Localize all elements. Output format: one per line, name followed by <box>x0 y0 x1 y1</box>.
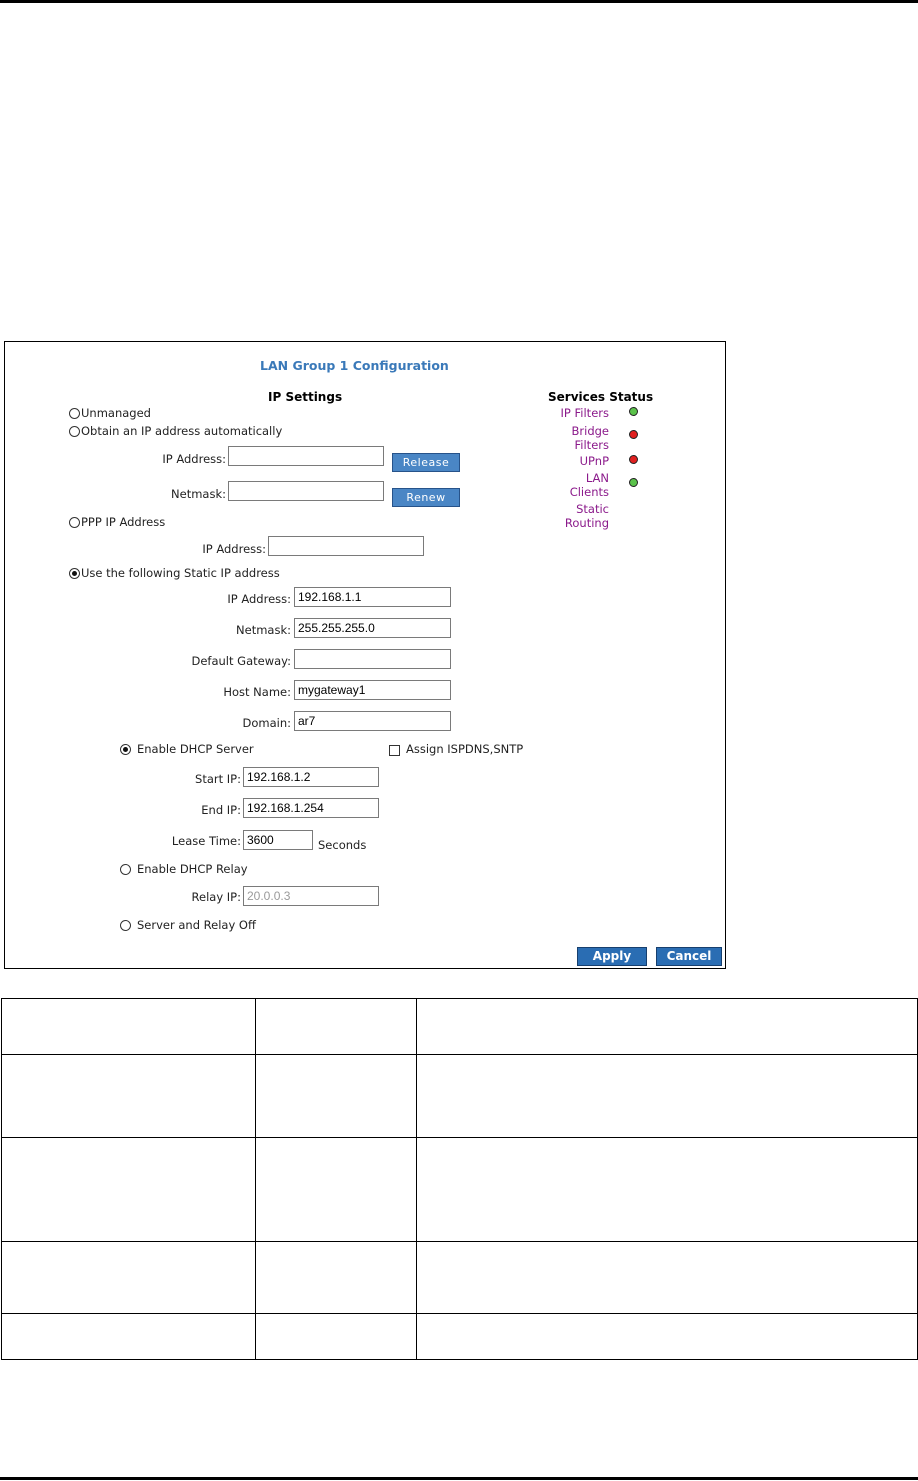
bottom-rule <box>0 1477 918 1480</box>
apply-button[interactable]: Apply <box>577 947 647 966</box>
table-cell <box>2 1055 256 1138</box>
assign-ispdns-label: Assign ISPDNS,SNTP <box>406 742 524 756</box>
table-cell <box>256 1314 417 1360</box>
table-cell <box>417 1314 918 1360</box>
service-ip-filters[interactable] <box>525 406 609 420</box>
ppp-ip-input[interactable] <box>268 536 424 556</box>
services-status-heading: Services Status <box>548 390 654 404</box>
service-upnp[interactable] <box>525 454 609 468</box>
static-netmask-label: Netmask: <box>236 623 291 637</box>
table-cell <box>256 1138 417 1242</box>
service-static-label-1: Static <box>576 502 609 516</box>
ppp-label: PPP IP Address <box>81 515 166 529</box>
enable-dhcp-relay-radio[interactable] <box>120 864 131 875</box>
table-cell <box>417 1138 918 1242</box>
table-row <box>2 1138 918 1242</box>
lease-time-unit: Seconds <box>318 838 367 852</box>
ip-settings-heading: IP Settings <box>268 390 343 404</box>
host-name-input[interactable]: mygateway1 <box>294 680 451 700</box>
page-title: LAN Group 1 Configuration <box>260 358 449 373</box>
bridge-filters-status-icon <box>629 430 638 439</box>
service-bridge-filters[interactable] <box>525 424 609 452</box>
server-relay-off-radio[interactable] <box>120 920 131 931</box>
top-rule <box>0 0 918 3</box>
table-header-row <box>2 999 918 1055</box>
table-cell <box>417 999 918 1055</box>
assign-ispdns-checkbox[interactable] <box>389 745 400 756</box>
ppp-radio[interactable] <box>69 517 80 528</box>
service-static-routing[interactable] <box>525 502 609 530</box>
upnp-status-icon <box>629 455 638 464</box>
domain-label: Domain: <box>242 716 291 730</box>
start-ip-input[interactable]: 192.168.1.2 <box>243 767 379 787</box>
auto-ip-label: IP Address: <box>162 452 226 466</box>
static-label: Use the following Static IP address <box>81 566 280 580</box>
lan-config-screenshot <box>4 341 726 969</box>
table-cell <box>417 1242 918 1314</box>
gateway-label: Default Gateway: <box>191 654 291 668</box>
enable-dhcp-relay-label: Enable DHCP Relay <box>137 862 248 876</box>
service-bridge-label-2: Filters <box>574 438 609 452</box>
table-cell <box>2 1242 256 1314</box>
description-table <box>1 998 918 1360</box>
lan-clients-status-icon <box>629 478 638 487</box>
service-static-label-2: Routing <box>564 516 609 530</box>
unmanaged-label: Unmanaged <box>81 406 151 420</box>
static-ip-label: IP Address: <box>227 592 291 606</box>
service-lan-clients[interactable] <box>525 471 609 499</box>
unmanaged-radio[interactable] <box>69 408 80 419</box>
auto-netmask-label: Netmask: <box>171 487 226 501</box>
cancel-button[interactable]: Cancel <box>656 947 722 966</box>
service-ip-filters-label: IP Filters <box>560 406 609 420</box>
gateway-input[interactable] <box>294 649 451 669</box>
obtain-auto-label: Obtain an IP address automatically <box>81 424 283 438</box>
domain-input[interactable]: ar7 <box>294 711 451 731</box>
enable-dhcp-server-radio[interactable] <box>120 744 131 755</box>
relay-ip-label: Relay IP: <box>191 890 241 904</box>
table-cell <box>2 1314 256 1360</box>
table-cell <box>256 1055 417 1138</box>
server-relay-off-label: Server and Relay Off <box>137 918 256 932</box>
lease-time-label: Lease Time: <box>171 834 241 848</box>
end-ip-input[interactable]: 192.168.1.254 <box>243 798 379 818</box>
service-bridge-label-1: Bridge <box>571 424 609 438</box>
static-ip-input[interactable]: 192.168.1.1 <box>294 587 451 607</box>
table-cell <box>417 1055 918 1138</box>
relay-ip-input[interactable]: 20.0.0.3 <box>243 886 379 906</box>
service-lan-label-2: Clients <box>569 485 609 499</box>
start-ip-label: Start IP: <box>195 772 241 786</box>
table-cell <box>2 1138 256 1242</box>
auto-netmask-input[interactable] <box>228 481 384 501</box>
table-row <box>2 1314 918 1360</box>
table-cell <box>256 999 417 1055</box>
enable-dhcp-server-label: Enable DHCP Server <box>137 742 254 756</box>
static-radio[interactable] <box>69 568 80 579</box>
ppp-ip-label: IP Address: <box>202 542 266 556</box>
auto-ip-input[interactable] <box>228 446 384 466</box>
release-button[interactable]: Release <box>392 453 460 472</box>
end-ip-label: End IP: <box>201 803 241 817</box>
table-row <box>2 1242 918 1314</box>
service-upnp-label: UPnP <box>579 454 609 468</box>
lease-time-input[interactable]: 3600 <box>243 830 313 850</box>
service-lan-label-1: LAN <box>585 471 609 485</box>
host-name-label: Host Name: <box>223 685 291 699</box>
table-row <box>2 1055 918 1138</box>
static-netmask-input[interactable]: 255.255.255.0 <box>294 618 451 638</box>
table-cell <box>2 999 256 1055</box>
table-cell <box>256 1242 417 1314</box>
renew-button[interactable]: Renew <box>392 488 460 507</box>
obtain-auto-radio[interactable] <box>69 426 80 437</box>
ip-filters-status-icon <box>629 407 638 416</box>
